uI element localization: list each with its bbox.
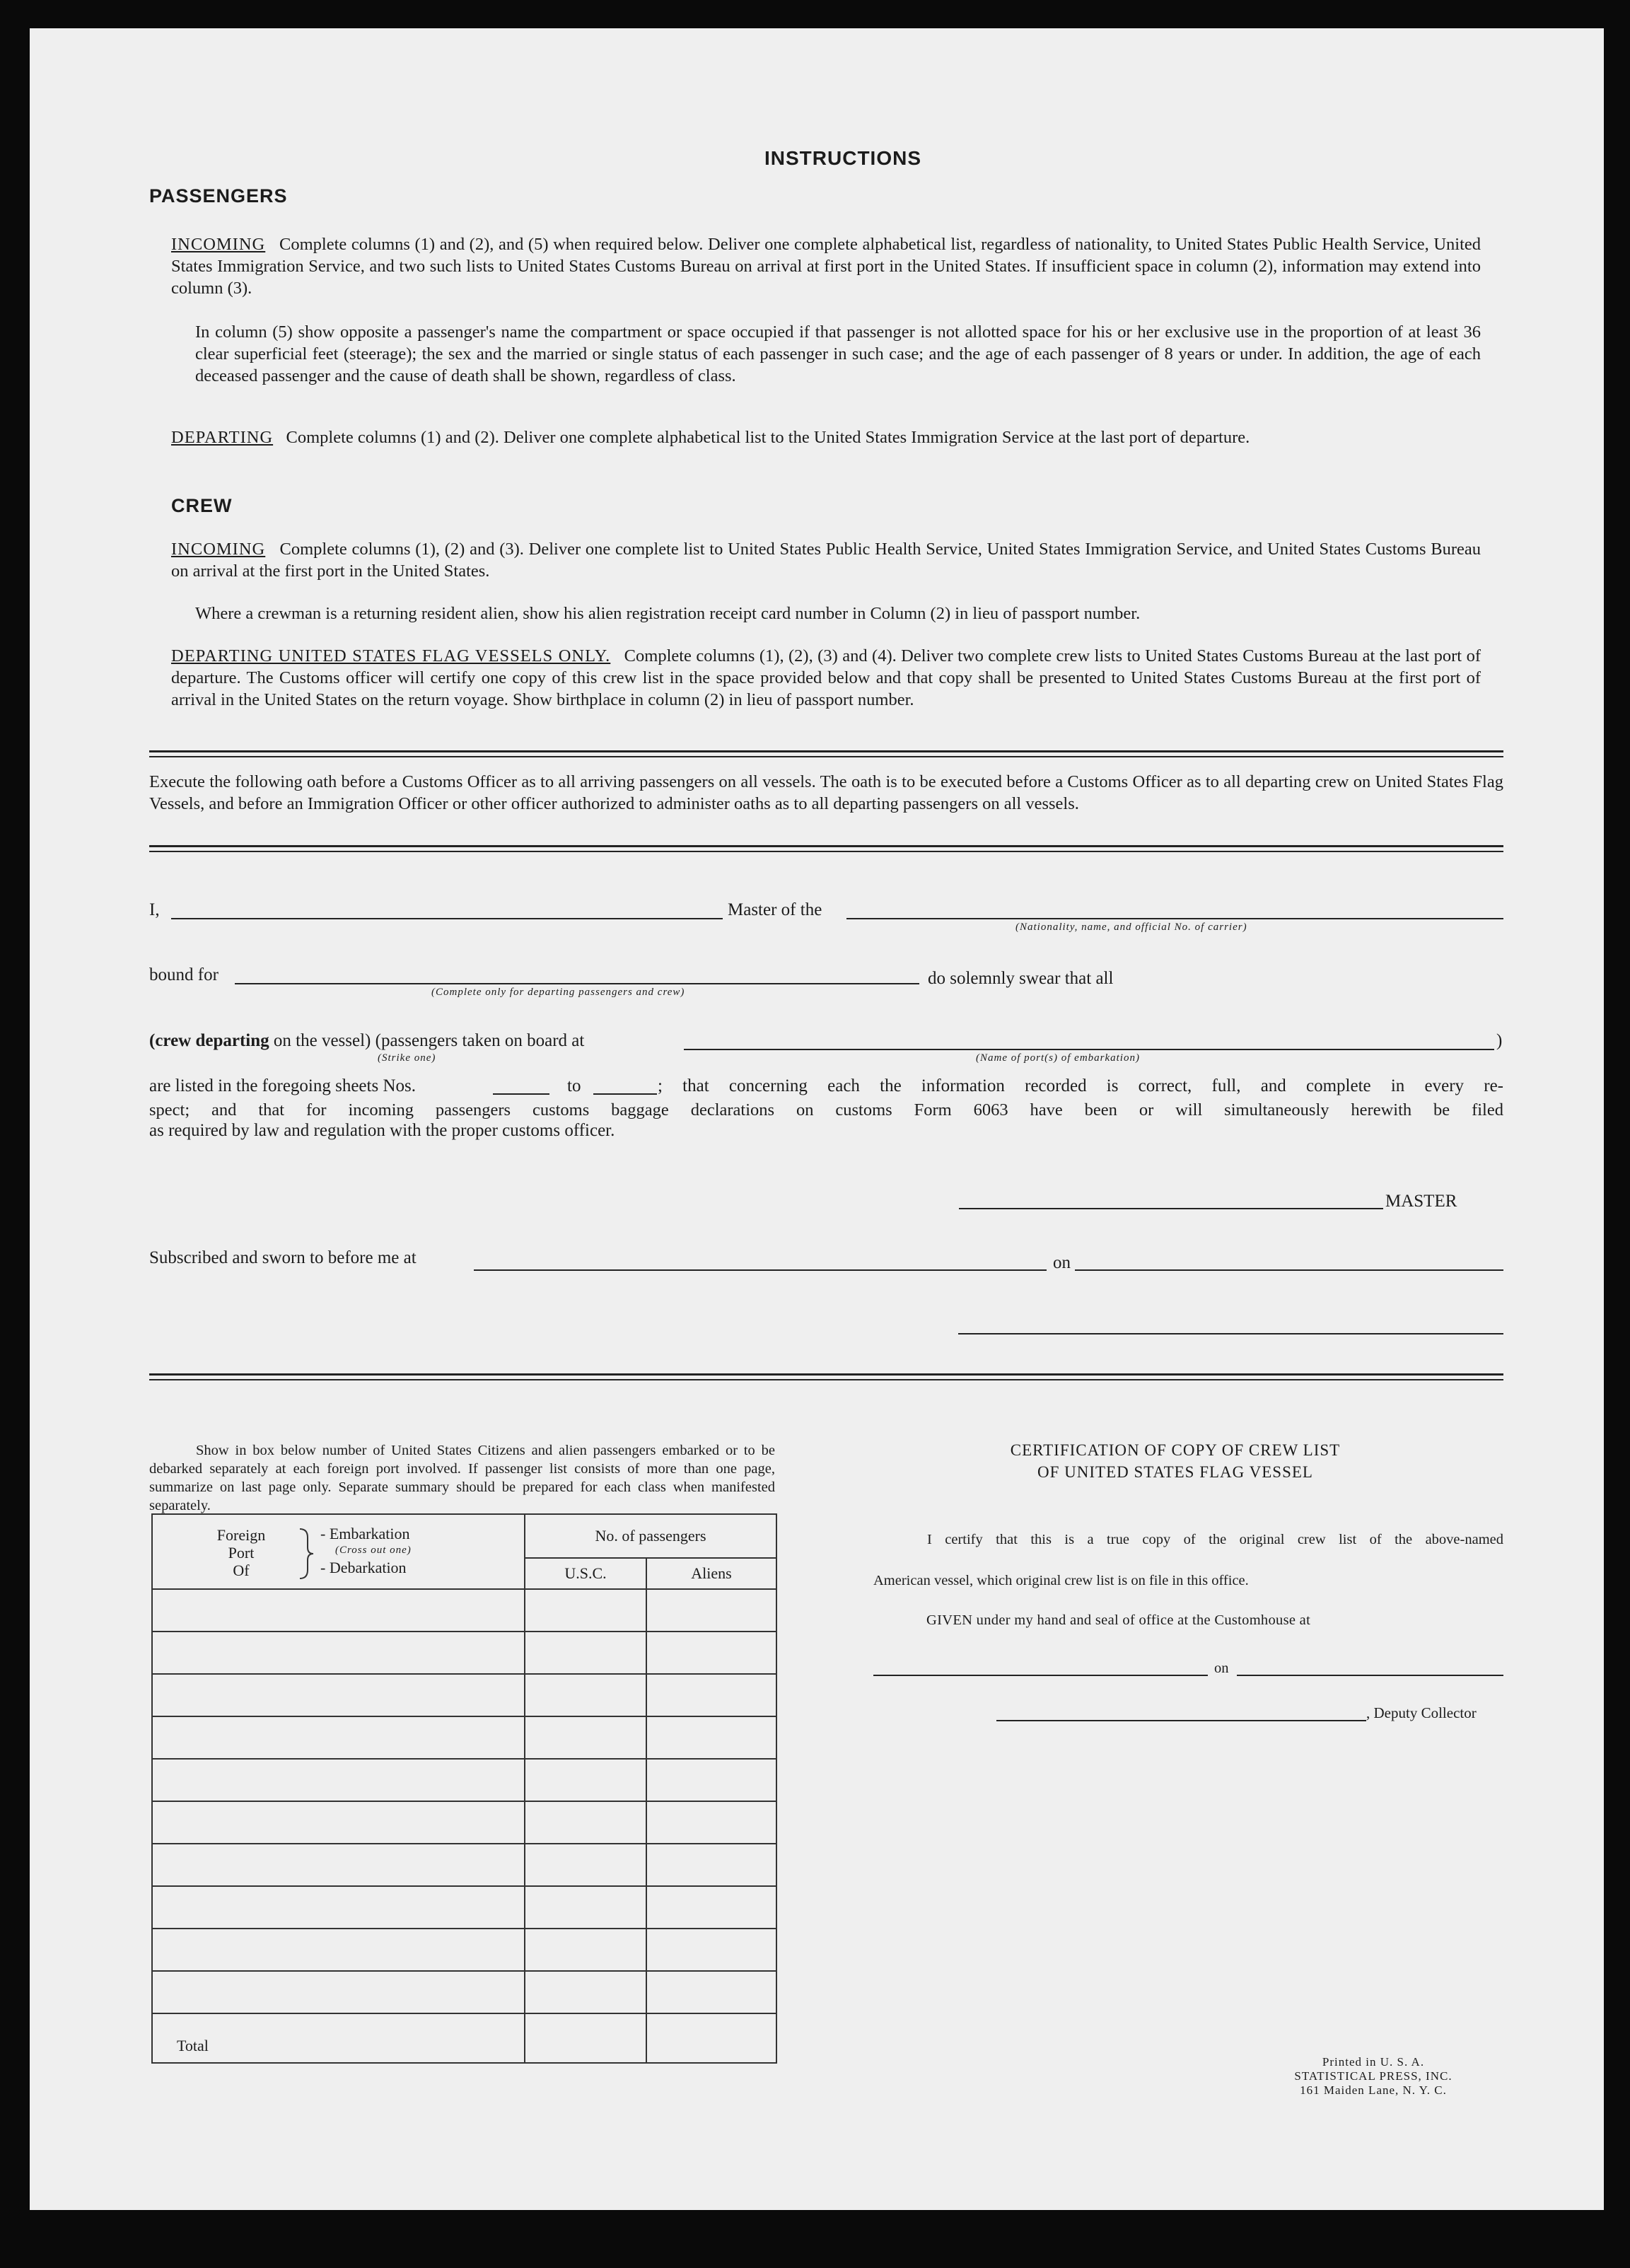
cross-out-caption: (Cross out one) bbox=[335, 1545, 412, 1556]
foreign-word: Foreign bbox=[216, 1526, 266, 1544]
carrier-caption: (Nationality, name, and official No. of carrier) bbox=[1015, 921, 1247, 933]
passengers-departing-text: Complete columns (1) and (2). Deliver one complete alphabetical list to the United States Immigration Service at the last port of departure. bbox=[286, 428, 1250, 447]
crew-departing-text: Complete columns (1), (2), (3) and (4). Deliver two complete crew lists to United States Customs Bureau at the last port of departure. The Customs officer will certify one copy of this crew list in the space provided below and that copy shall be presented to United States Customs Bureau at the first port of arrival in the United States on the return voyage. Show birthplace in column (2) in lieu of passport number. bbox=[171, 646, 1481, 709]
port-word: Port bbox=[228, 1544, 255, 1562]
table-row bbox=[152, 1801, 776, 1844]
usc-cell[interactable] bbox=[525, 1632, 646, 1674]
port-cell[interactable] bbox=[152, 1801, 525, 1844]
printed-in-usa: Printed in U. S. A. bbox=[1322, 2055, 1425, 2069]
oath-i-label: I, bbox=[149, 900, 160, 919]
page-title: INSTRUCTIONS bbox=[764, 147, 921, 169]
strike-one-caption: (Strike one) bbox=[378, 1052, 436, 1064]
crew-returning-paragraph: Where a crewman is a returning resident alien, show his alien registration receipt card number in Column (2) in lieu of passport number. bbox=[195, 604, 1141, 623]
usc-cell[interactable] bbox=[525, 1759, 646, 1801]
table-row bbox=[152, 1929, 776, 1971]
oath-text-line1: ; that concerning each the information recorded is correct, full, and complete in every re- bbox=[658, 1076, 1503, 1095]
oath-vessel-line bbox=[149, 1031, 584, 1051]
document-page bbox=[30, 28, 1604, 2210]
printer-address: 161 Maiden Lane, N. Y. C. bbox=[1300, 2083, 1447, 2097]
sheets-nos-label: are listed in the foregoing sheets Nos. bbox=[149, 1076, 416, 1095]
embarkation-port-caption: (Name of port(s) of embarkation) bbox=[976, 1052, 1140, 1064]
oath-instructions: Execute the following oath before a Customs Officer as to all arriving passengers on all vessels. The oath is to be executed before a Customs Officer as to all departing crew on United States Flag Vessels, and before an Immigration Officer or other officer authorized to administer oaths as to all departing passengers on all vessels. bbox=[149, 772, 1503, 813]
summary-instructions: Show in box below number of United States Citizens and alien passengers embarked or to be debarked separately at each foreign port involved. If passenger list consists of more than one page, summarize on last page only. Separate summary should be prepared for each class when manifested separately. bbox=[149, 1443, 775, 1513]
crew-departing-option[interactable]: (crew departing bbox=[149, 1031, 269, 1050]
sworn-place-field[interactable] bbox=[474, 1269, 1047, 1271]
master-name-field[interactable] bbox=[171, 918, 723, 919]
aliens-cell[interactable] bbox=[646, 1759, 776, 1801]
certify-line1: I certify that this is a true copy of the original crew list of the above-named bbox=[927, 1532, 1503, 1547]
aliens-cell[interactable] bbox=[646, 1801, 776, 1844]
aliens-cell[interactable] bbox=[646, 1716, 776, 1759]
sheet-from-field[interactable] bbox=[493, 1093, 549, 1095]
oath-text-line2: spect; and that for incoming passengers customs baggage declarations on customs Form 6063 have been or will simultaneously herewith be filed bbox=[149, 1100, 1503, 1120]
aliens-cell[interactable] bbox=[646, 1929, 776, 1971]
usc-cell[interactable] bbox=[525, 1844, 646, 1886]
close-paren: ) bbox=[1496, 1031, 1503, 1050]
table-row bbox=[152, 1759, 776, 1801]
passenger-summary-table bbox=[151, 1513, 777, 2064]
usc-cell[interactable] bbox=[525, 1971, 646, 2013]
crew-departing-paragraph bbox=[171, 645, 1481, 711]
bound-for-field[interactable] bbox=[235, 983, 919, 984]
to-label: to bbox=[567, 1076, 581, 1095]
carrier-field[interactable] bbox=[846, 918, 1503, 919]
usc-cell[interactable] bbox=[525, 1674, 646, 1716]
usc-cell[interactable] bbox=[525, 1801, 646, 1844]
aliens-cell[interactable] bbox=[646, 1632, 776, 1674]
aliens-cell[interactable] bbox=[646, 1886, 776, 1929]
debarkation-option[interactable]: - Debarkation bbox=[320, 1559, 407, 1576]
port-cell[interactable] bbox=[152, 1971, 525, 2013]
usc-total-cell[interactable] bbox=[525, 2013, 646, 2063]
table-row bbox=[152, 1886, 776, 1929]
table-row bbox=[152, 1674, 776, 1716]
certify-line2: American vessel, which original crew list is on file in this office. bbox=[873, 1573, 1249, 1588]
port-cell[interactable] bbox=[152, 1674, 525, 1716]
port-cell[interactable] bbox=[152, 1759, 525, 1801]
printer-imprint bbox=[1274, 2055, 1472, 2098]
subscribed-label: Subscribed and sworn to before me at bbox=[149, 1248, 417, 1267]
section-divider bbox=[149, 1373, 1503, 1380]
bound-for-caption: (Complete only for departing passengers and crew) bbox=[431, 987, 685, 998]
brace-icon bbox=[298, 1528, 315, 1580]
port-cell[interactable] bbox=[152, 1589, 525, 1632]
port-cell[interactable] bbox=[152, 1844, 525, 1886]
sheet-to-field[interactable] bbox=[593, 1093, 657, 1095]
printer-name: STATISTICAL PRESS, INC. bbox=[1294, 2069, 1453, 2083]
port-cell[interactable] bbox=[152, 1886, 525, 1929]
port-cell[interactable] bbox=[152, 1929, 525, 1971]
aliens-cell[interactable] bbox=[646, 1844, 776, 1886]
of-word: Of bbox=[233, 1562, 250, 1579]
passengers-departing-label: DEPARTING bbox=[171, 428, 274, 447]
crew-departing-label: DEPARTING UNITED STATES FLAG VESSELS ONLY. bbox=[171, 646, 611, 665]
aliens-cell[interactable] bbox=[646, 1589, 776, 1632]
certification-title bbox=[942, 1439, 1409, 1483]
usc-cell[interactable] bbox=[525, 1716, 646, 1759]
section-divider bbox=[149, 750, 1503, 757]
solemnly-swear-text: do solemnly swear that all bbox=[928, 969, 1114, 988]
certification-title-line2: OF UNITED STATES FLAG VESSEL bbox=[1037, 1463, 1313, 1481]
table-row bbox=[152, 1971, 776, 2013]
master-signature-field[interactable] bbox=[959, 1208, 1383, 1209]
passengers-incoming-text: Complete columns (1) and (2), and (5) when required below. Deliver one complete alphabetical list, regardless of nationality, to United States Public Health Service, United States Immigration Service, and two such lists to United States Customs Bureau on arrival at first port in the United States. If insufficient space in column (2), information may extend into column (3). bbox=[171, 235, 1481, 298]
aliens-total-cell[interactable] bbox=[646, 2013, 776, 2063]
certification-on-label: on bbox=[1214, 1661, 1229, 1676]
master-label: MASTER bbox=[1385, 1192, 1457, 1211]
aliens-header: Aliens bbox=[646, 1558, 776, 1589]
bound-for-label: bound for bbox=[149, 965, 219, 984]
usc-cell[interactable] bbox=[525, 1886, 646, 1929]
port-cell[interactable] bbox=[152, 1716, 525, 1759]
aliens-cell[interactable] bbox=[646, 1971, 776, 2013]
officer-signature-field[interactable] bbox=[958, 1333, 1503, 1334]
crew-incoming-paragraph bbox=[171, 538, 1481, 582]
table-row bbox=[152, 1589, 776, 1632]
section-divider bbox=[149, 845, 1503, 852]
customhouse-field[interactable] bbox=[873, 1675, 1208, 1676]
deputy-signature-field[interactable] bbox=[996, 1720, 1366, 1721]
table-row bbox=[152, 1716, 776, 1759]
no-of-passengers-header: No. of passengers bbox=[525, 1514, 776, 1558]
usc-cell[interactable] bbox=[525, 1589, 646, 1632]
usc-cell[interactable] bbox=[525, 1929, 646, 1971]
given-line: GIVEN under my hand and seal of office at the Customhouse at bbox=[926, 1612, 1311, 1628]
table-row bbox=[152, 1844, 776, 1886]
sworn-date-field[interactable] bbox=[1075, 1269, 1503, 1271]
passengers-column5-paragraph: In column (5) show opposite a passenger's name the compartment or space occupied if that passenger is not allotted space for his or her exclusive use in the proportion of at least 36 clear superficial feet (steerage); the sex and the married or single status of each passenger in such case; and the age of each passenger of 8 years or under. In addition, the age of each deceased passenger and the cause of death shall be shown, regardless of class. bbox=[195, 322, 1481, 385]
crew-incoming-label: INCOMING bbox=[171, 540, 266, 559]
foreign-port-header bbox=[152, 1514, 525, 1589]
table-row bbox=[152, 1632, 776, 1674]
passengers-heading: PASSENGERS bbox=[149, 185, 288, 207]
passengers-departing-paragraph bbox=[171, 426, 1481, 448]
total-row bbox=[152, 2013, 776, 2063]
embarkation-option[interactable]: - Embarkation bbox=[320, 1525, 410, 1542]
master-of-the-label: Master of the bbox=[728, 900, 822, 919]
deputy-collector-label: , Deputy Collector bbox=[1366, 1704, 1477, 1721]
passengers-incoming-label: INCOMING bbox=[171, 235, 266, 254]
passengers-option[interactable]: on the vessel) (passengers taken on board at bbox=[273, 1031, 585, 1050]
sworn-on-label: on bbox=[1053, 1253, 1071, 1272]
certification-title-line1: CERTIFICATION OF COPY OF CREW LIST bbox=[1010, 1441, 1341, 1459]
port-cell[interactable] bbox=[152, 1632, 525, 1674]
crew-incoming-text: Complete columns (1), (2) and (3). Deliver one complete list to United States Public Health Service, United States Immigration Service, and United States Customs Bureau on arrival at the first port in the United States. bbox=[171, 540, 1481, 581]
usc-header: U.S.C. bbox=[525, 1558, 646, 1589]
embarkation-port-field[interactable] bbox=[684, 1049, 1494, 1050]
certification-date-field[interactable] bbox=[1237, 1675, 1503, 1676]
passengers-incoming-paragraph bbox=[171, 233, 1481, 299]
crew-heading: CREW bbox=[171, 495, 233, 516]
aliens-cell[interactable] bbox=[646, 1674, 776, 1716]
total-label: Total bbox=[152, 2013, 525, 2063]
oath-text-line3: as required by law and regulation with the proper customs officer. bbox=[149, 1121, 615, 1140]
